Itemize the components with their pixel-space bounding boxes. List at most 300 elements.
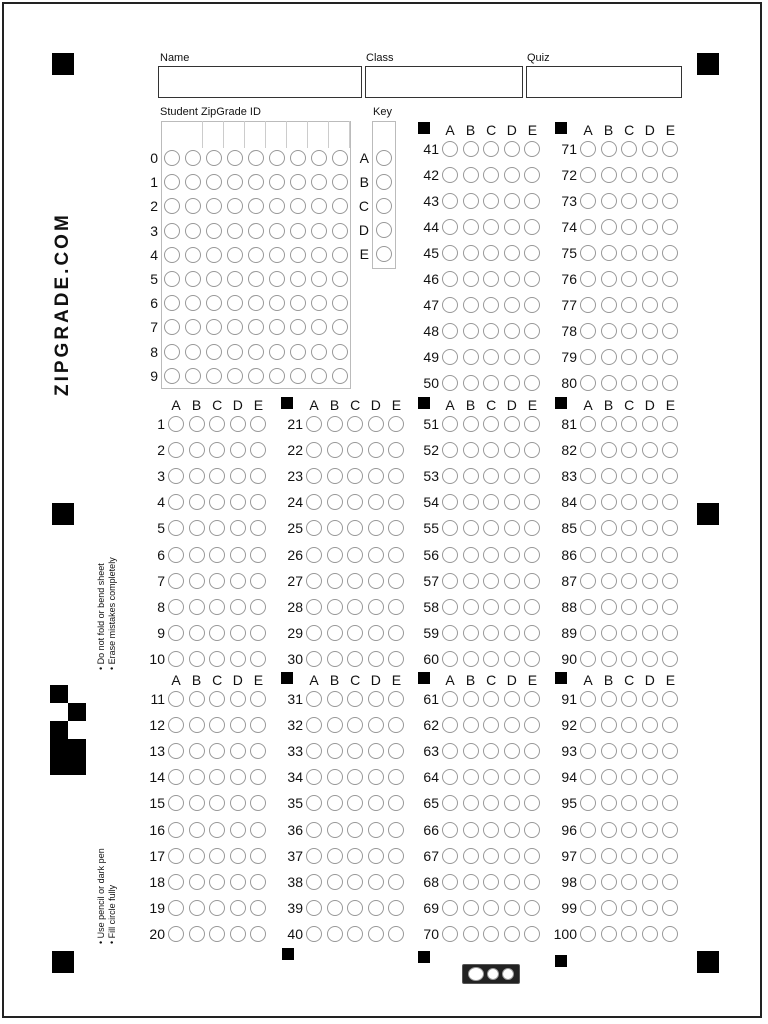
answer-bubble[interactable] bbox=[601, 167, 617, 183]
quiz-field[interactable] bbox=[526, 66, 682, 98]
answer-bubble[interactable] bbox=[347, 822, 363, 838]
answer-bubble[interactable] bbox=[442, 625, 458, 641]
answer-bubble[interactable] bbox=[504, 691, 520, 707]
answer-bubble[interactable] bbox=[483, 822, 499, 838]
answer-bubble[interactable] bbox=[347, 874, 363, 890]
answer-bubble[interactable] bbox=[463, 848, 479, 864]
answer-bubble[interactable] bbox=[662, 848, 678, 864]
id-bubble[interactable] bbox=[269, 247, 285, 263]
answer-bubble[interactable] bbox=[463, 193, 479, 209]
answer-bubble[interactable] bbox=[580, 416, 596, 432]
answer-bubble[interactable] bbox=[368, 494, 384, 510]
answer-bubble[interactable] bbox=[580, 547, 596, 563]
answer-bubble[interactable] bbox=[189, 926, 205, 942]
answer-bubble[interactable] bbox=[327, 795, 343, 811]
answer-bubble[interactable] bbox=[442, 900, 458, 916]
answer-bubble[interactable] bbox=[601, 900, 617, 916]
id-bubble[interactable] bbox=[332, 368, 348, 384]
answer-bubble[interactable] bbox=[368, 599, 384, 615]
answer-bubble[interactable] bbox=[327, 691, 343, 707]
answer-bubble[interactable] bbox=[306, 822, 322, 838]
answer-bubble[interactable] bbox=[327, 442, 343, 458]
answer-bubble[interactable] bbox=[504, 769, 520, 785]
answer-bubble[interactable] bbox=[463, 691, 479, 707]
answer-bubble[interactable] bbox=[463, 822, 479, 838]
answer-bubble[interactable] bbox=[621, 848, 637, 864]
answer-bubble[interactable] bbox=[189, 717, 205, 733]
answer-bubble[interactable] bbox=[442, 822, 458, 838]
answer-bubble[interactable] bbox=[580, 141, 596, 157]
answer-bubble[interactable] bbox=[642, 219, 658, 235]
answer-bubble[interactable] bbox=[504, 822, 520, 838]
answer-bubble[interactable] bbox=[189, 520, 205, 536]
answer-bubble[interactable] bbox=[250, 822, 266, 838]
answer-bubble[interactable] bbox=[442, 573, 458, 589]
answer-bubble[interactable] bbox=[524, 874, 540, 890]
answer-bubble[interactable] bbox=[189, 442, 205, 458]
answer-bubble[interactable] bbox=[189, 573, 205, 589]
id-bubble[interactable] bbox=[185, 223, 201, 239]
answer-bubble[interactable] bbox=[580, 349, 596, 365]
id-bubble[interactable] bbox=[311, 344, 327, 360]
id-bubble[interactable] bbox=[332, 344, 348, 360]
answer-bubble[interactable] bbox=[504, 651, 520, 667]
answer-bubble[interactable] bbox=[601, 743, 617, 759]
answer-bubble[interactable] bbox=[306, 874, 322, 890]
answer-bubble[interactable] bbox=[601, 416, 617, 432]
answer-bubble[interactable] bbox=[463, 743, 479, 759]
answer-bubble[interactable] bbox=[483, 848, 499, 864]
answer-bubble[interactable] bbox=[250, 599, 266, 615]
answer-bubble[interactable] bbox=[230, 442, 246, 458]
answer-bubble[interactable] bbox=[347, 900, 363, 916]
answer-bubble[interactable] bbox=[580, 926, 596, 942]
answer-bubble[interactable] bbox=[642, 416, 658, 432]
answer-bubble[interactable] bbox=[504, 926, 520, 942]
answer-bubble[interactable] bbox=[463, 323, 479, 339]
answer-bubble[interactable] bbox=[504, 323, 520, 339]
answer-bubble[interactable] bbox=[580, 271, 596, 287]
answer-bubble[interactable] bbox=[368, 874, 384, 890]
id-bubble[interactable] bbox=[227, 271, 243, 287]
answer-bubble[interactable] bbox=[504, 219, 520, 235]
answer-bubble[interactable] bbox=[230, 900, 246, 916]
class-field[interactable] bbox=[365, 66, 523, 98]
answer-bubble[interactable] bbox=[580, 874, 596, 890]
answer-bubble[interactable] bbox=[306, 691, 322, 707]
answer-bubble[interactable] bbox=[189, 416, 205, 432]
answer-bubble[interactable] bbox=[168, 442, 184, 458]
answer-bubble[interactable] bbox=[189, 468, 205, 484]
answer-bubble[interactable] bbox=[601, 323, 617, 339]
answer-bubble[interactable] bbox=[601, 691, 617, 707]
answer-bubble[interactable] bbox=[580, 193, 596, 209]
answer-bubble[interactable] bbox=[642, 874, 658, 890]
key-bubble[interactable] bbox=[376, 198, 392, 214]
answer-bubble[interactable] bbox=[580, 691, 596, 707]
id-bubble[interactable] bbox=[269, 223, 285, 239]
answer-bubble[interactable] bbox=[368, 416, 384, 432]
answer-bubble[interactable] bbox=[327, 874, 343, 890]
id-bubble[interactable] bbox=[290, 368, 306, 384]
id-bubble[interactable] bbox=[185, 271, 201, 287]
answer-bubble[interactable] bbox=[642, 375, 658, 391]
answer-bubble[interactable] bbox=[442, 141, 458, 157]
answer-bubble[interactable] bbox=[442, 599, 458, 615]
answer-bubble[interactable] bbox=[483, 625, 499, 641]
answer-bubble[interactable] bbox=[580, 717, 596, 733]
answer-bubble[interactable] bbox=[463, 874, 479, 890]
answer-bubble[interactable] bbox=[442, 691, 458, 707]
answer-bubble[interactable] bbox=[601, 219, 617, 235]
answer-bubble[interactable] bbox=[642, 193, 658, 209]
answer-bubble[interactable] bbox=[209, 651, 225, 667]
answer-bubble[interactable] bbox=[168, 900, 184, 916]
answer-bubble[interactable] bbox=[580, 297, 596, 313]
answer-bubble[interactable] bbox=[621, 599, 637, 615]
answer-bubble[interactable] bbox=[189, 743, 205, 759]
answer-bubble[interactable] bbox=[580, 625, 596, 641]
answer-bubble[interactable] bbox=[601, 520, 617, 536]
answer-bubble[interactable] bbox=[642, 297, 658, 313]
id-bubble[interactable] bbox=[290, 223, 306, 239]
answer-bubble[interactable] bbox=[601, 625, 617, 641]
answer-bubble[interactable] bbox=[504, 167, 520, 183]
answer-bubble[interactable] bbox=[368, 900, 384, 916]
answer-bubble[interactable] bbox=[347, 848, 363, 864]
answer-bubble[interactable] bbox=[504, 442, 520, 458]
id-bubble[interactable] bbox=[227, 223, 243, 239]
answer-bubble[interactable] bbox=[483, 599, 499, 615]
answer-bubble[interactable] bbox=[189, 795, 205, 811]
id-bubble[interactable] bbox=[248, 247, 264, 263]
answer-bubble[interactable] bbox=[209, 625, 225, 641]
id-bubble[interactable] bbox=[227, 368, 243, 384]
answer-bubble[interactable] bbox=[347, 573, 363, 589]
answer-bubble[interactable] bbox=[306, 573, 322, 589]
answer-bubble[interactable] bbox=[327, 926, 343, 942]
answer-bubble[interactable] bbox=[327, 769, 343, 785]
answer-bubble[interactable] bbox=[368, 926, 384, 942]
answer-bubble[interactable] bbox=[483, 547, 499, 563]
answer-bubble[interactable] bbox=[230, 874, 246, 890]
answer-bubble[interactable] bbox=[189, 691, 205, 707]
answer-bubble[interactable] bbox=[230, 494, 246, 510]
answer-bubble[interactable] bbox=[524, 573, 540, 589]
id-bubble[interactable] bbox=[185, 247, 201, 263]
answer-bubble[interactable] bbox=[642, 848, 658, 864]
answer-bubble[interactable] bbox=[524, 822, 540, 838]
answer-bubble[interactable] bbox=[250, 547, 266, 563]
key-bubble[interactable] bbox=[376, 174, 392, 190]
answer-bubble[interactable] bbox=[306, 848, 322, 864]
answer-bubble[interactable] bbox=[504, 245, 520, 261]
id-bubble[interactable] bbox=[248, 368, 264, 384]
answer-bubble[interactable] bbox=[327, 743, 343, 759]
answer-bubble[interactable] bbox=[347, 625, 363, 641]
answer-bubble[interactable] bbox=[327, 468, 343, 484]
id-bubble[interactable] bbox=[311, 150, 327, 166]
answer-bubble[interactable] bbox=[601, 141, 617, 157]
answer-bubble[interactable] bbox=[168, 848, 184, 864]
answer-bubble[interactable] bbox=[642, 349, 658, 365]
answer-bubble[interactable] bbox=[230, 651, 246, 667]
answer-bubble[interactable] bbox=[306, 717, 322, 733]
answer-bubble[interactable] bbox=[168, 691, 184, 707]
answer-bubble[interactable] bbox=[250, 874, 266, 890]
answer-bubble[interactable] bbox=[580, 167, 596, 183]
answer-bubble[interactable] bbox=[168, 625, 184, 641]
answer-bubble[interactable] bbox=[230, 416, 246, 432]
id-bubble[interactable] bbox=[164, 223, 180, 239]
answer-bubble[interactable] bbox=[580, 651, 596, 667]
answer-bubble[interactable] bbox=[601, 848, 617, 864]
answer-bubble[interactable] bbox=[463, 625, 479, 641]
answer-bubble[interactable] bbox=[189, 848, 205, 864]
answer-bubble[interactable] bbox=[442, 349, 458, 365]
id-bubble[interactable] bbox=[206, 150, 222, 166]
answer-bubble[interactable] bbox=[601, 573, 617, 589]
id-bubble[interactable] bbox=[185, 150, 201, 166]
answer-bubble[interactable] bbox=[463, 141, 479, 157]
answer-bubble[interactable] bbox=[347, 651, 363, 667]
answer-bubble[interactable] bbox=[504, 416, 520, 432]
answer-bubble[interactable] bbox=[504, 494, 520, 510]
answer-bubble[interactable] bbox=[327, 494, 343, 510]
id-bubble[interactable] bbox=[227, 150, 243, 166]
answer-bubble[interactable] bbox=[463, 375, 479, 391]
answer-bubble[interactable] bbox=[504, 743, 520, 759]
answer-bubble[interactable] bbox=[642, 599, 658, 615]
answer-bubble[interactable] bbox=[463, 416, 479, 432]
answer-bubble[interactable] bbox=[347, 547, 363, 563]
answer-bubble[interactable] bbox=[230, 926, 246, 942]
answer-bubble[interactable] bbox=[483, 926, 499, 942]
answer-bubble[interactable] bbox=[580, 900, 596, 916]
answer-bubble[interactable] bbox=[442, 874, 458, 890]
answer-bubble[interactable] bbox=[388, 848, 404, 864]
answer-bubble[interactable] bbox=[662, 874, 678, 890]
answer-bubble[interactable] bbox=[368, 547, 384, 563]
answer-bubble[interactable] bbox=[642, 323, 658, 339]
id-bubble[interactable] bbox=[227, 247, 243, 263]
answer-bubble[interactable] bbox=[327, 717, 343, 733]
answer-bubble[interactable] bbox=[642, 547, 658, 563]
id-bubble[interactable] bbox=[206, 247, 222, 263]
answer-bubble[interactable] bbox=[504, 900, 520, 916]
answer-bubble[interactable] bbox=[504, 848, 520, 864]
answer-bubble[interactable] bbox=[463, 468, 479, 484]
answer-bubble[interactable] bbox=[601, 547, 617, 563]
answer-bubble[interactable] bbox=[642, 167, 658, 183]
answer-bubble[interactable] bbox=[463, 349, 479, 365]
answer-bubble[interactable] bbox=[442, 245, 458, 261]
id-bubble[interactable] bbox=[332, 271, 348, 287]
answer-bubble[interactable] bbox=[306, 416, 322, 432]
answer-bubble[interactable] bbox=[209, 599, 225, 615]
answer-bubble[interactable] bbox=[483, 573, 499, 589]
answer-bubble[interactable] bbox=[168, 822, 184, 838]
answer-bubble[interactable] bbox=[463, 547, 479, 563]
answer-bubble[interactable] bbox=[580, 599, 596, 615]
answer-bubble[interactable] bbox=[621, 874, 637, 890]
answer-bubble[interactable] bbox=[463, 219, 479, 235]
answer-bubble[interactable] bbox=[368, 691, 384, 707]
answer-bubble[interactable] bbox=[642, 442, 658, 458]
answer-bubble[interactable] bbox=[209, 573, 225, 589]
answer-bubble[interactable] bbox=[601, 651, 617, 667]
answer-bubble[interactable] bbox=[621, 547, 637, 563]
answer-bubble[interactable] bbox=[463, 795, 479, 811]
answer-bubble[interactable] bbox=[580, 219, 596, 235]
answer-bubble[interactable] bbox=[306, 651, 322, 667]
answer-bubble[interactable] bbox=[368, 743, 384, 759]
answer-bubble[interactable] bbox=[442, 323, 458, 339]
answer-bubble[interactable] bbox=[463, 520, 479, 536]
answer-bubble[interactable] bbox=[504, 349, 520, 365]
answer-bubble[interactable] bbox=[230, 547, 246, 563]
answer-bubble[interactable] bbox=[230, 769, 246, 785]
answer-bubble[interactable] bbox=[189, 874, 205, 890]
answer-bubble[interactable] bbox=[504, 547, 520, 563]
answer-bubble[interactable] bbox=[504, 271, 520, 287]
answer-bubble[interactable] bbox=[327, 599, 343, 615]
answer-bubble[interactable] bbox=[306, 625, 322, 641]
answer-bubble[interactable] bbox=[209, 848, 225, 864]
id-bubble[interactable] bbox=[164, 271, 180, 287]
id-bubble[interactable] bbox=[227, 344, 243, 360]
answer-bubble[interactable] bbox=[662, 573, 678, 589]
answer-bubble[interactable] bbox=[209, 822, 225, 838]
id-bubble[interactable] bbox=[248, 223, 264, 239]
answer-bubble[interactable] bbox=[642, 468, 658, 484]
name-field[interactable] bbox=[158, 66, 362, 98]
key-bubble[interactable] bbox=[376, 150, 392, 166]
answer-bubble[interactable] bbox=[189, 769, 205, 785]
id-bubble[interactable] bbox=[269, 271, 285, 287]
answer-bubble[interactable] bbox=[580, 822, 596, 838]
answer-bubble[interactable] bbox=[442, 926, 458, 942]
id-bubble[interactable] bbox=[311, 223, 327, 239]
answer-bubble[interactable] bbox=[642, 494, 658, 510]
answer-bubble[interactable] bbox=[442, 375, 458, 391]
id-bubble[interactable] bbox=[248, 344, 264, 360]
answer-bubble[interactable] bbox=[230, 848, 246, 864]
answer-bubble[interactable] bbox=[642, 743, 658, 759]
answer-bubble[interactable] bbox=[483, 900, 499, 916]
answer-bubble[interactable] bbox=[209, 874, 225, 890]
answer-bubble[interactable] bbox=[580, 323, 596, 339]
answer-bubble[interactable] bbox=[601, 769, 617, 785]
answer-bubble[interactable] bbox=[642, 141, 658, 157]
answer-bubble[interactable] bbox=[347, 926, 363, 942]
answer-bubble[interactable] bbox=[463, 769, 479, 785]
id-bubble[interactable] bbox=[269, 150, 285, 166]
answer-bubble[interactable] bbox=[230, 822, 246, 838]
answer-bubble[interactable] bbox=[368, 848, 384, 864]
answer-bubble[interactable] bbox=[662, 822, 678, 838]
answer-bubble[interactable] bbox=[250, 848, 266, 864]
answer-bubble[interactable] bbox=[463, 573, 479, 589]
answer-bubble[interactable] bbox=[621, 573, 637, 589]
id-bubble[interactable] bbox=[290, 247, 306, 263]
answer-bubble[interactable] bbox=[168, 926, 184, 942]
answer-bubble[interactable] bbox=[601, 717, 617, 733]
answer-bubble[interactable] bbox=[662, 547, 678, 563]
answer-bubble[interactable] bbox=[504, 193, 520, 209]
answer-bubble[interactable] bbox=[504, 141, 520, 157]
answer-bubble[interactable] bbox=[504, 297, 520, 313]
answer-bubble[interactable] bbox=[463, 442, 479, 458]
id-bubble[interactable] bbox=[206, 344, 222, 360]
answer-bubble[interactable] bbox=[442, 416, 458, 432]
answer-bubble[interactable] bbox=[230, 717, 246, 733]
answer-bubble[interactable] bbox=[601, 822, 617, 838]
id-bubble[interactable] bbox=[311, 247, 327, 263]
answer-bubble[interactable] bbox=[368, 468, 384, 484]
answer-bubble[interactable] bbox=[601, 599, 617, 615]
answer-bubble[interactable] bbox=[388, 874, 404, 890]
answer-bubble[interactable] bbox=[642, 651, 658, 667]
answer-bubble[interactable] bbox=[368, 625, 384, 641]
answer-bubble[interactable] bbox=[601, 795, 617, 811]
answer-bubble[interactable] bbox=[388, 573, 404, 589]
answer-bubble[interactable] bbox=[463, 297, 479, 313]
answer-bubble[interactable] bbox=[580, 442, 596, 458]
id-bubble[interactable] bbox=[164, 247, 180, 263]
answer-bubble[interactable] bbox=[168, 651, 184, 667]
answer-bubble[interactable] bbox=[601, 349, 617, 365]
answer-bubble[interactable] bbox=[168, 573, 184, 589]
answer-bubble[interactable] bbox=[504, 468, 520, 484]
answer-bubble[interactable] bbox=[306, 900, 322, 916]
answer-bubble[interactable] bbox=[580, 375, 596, 391]
answer-bubble[interactable] bbox=[230, 599, 246, 615]
answer-bubble[interactable] bbox=[463, 599, 479, 615]
answer-bubble[interactable] bbox=[642, 271, 658, 287]
answer-bubble[interactable] bbox=[368, 717, 384, 733]
answer-bubble[interactable] bbox=[306, 547, 322, 563]
id-bubble[interactable] bbox=[206, 223, 222, 239]
answer-bubble[interactable] bbox=[189, 494, 205, 510]
answer-bubble[interactable] bbox=[168, 547, 184, 563]
key-bubble[interactable] bbox=[376, 222, 392, 238]
answer-bubble[interactable] bbox=[209, 926, 225, 942]
answer-bubble[interactable] bbox=[642, 717, 658, 733]
answer-bubble[interactable] bbox=[580, 848, 596, 864]
answer-bubble[interactable] bbox=[250, 573, 266, 589]
answer-bubble[interactable] bbox=[189, 547, 205, 563]
answer-bubble[interactable] bbox=[327, 547, 343, 563]
answer-bubble[interactable] bbox=[580, 573, 596, 589]
answer-bubble[interactable] bbox=[463, 651, 479, 667]
id-bubble[interactable] bbox=[269, 368, 285, 384]
answer-bubble[interactable] bbox=[642, 900, 658, 916]
answer-bubble[interactable] bbox=[189, 625, 205, 641]
answer-bubble[interactable] bbox=[327, 822, 343, 838]
answer-bubble[interactable] bbox=[642, 625, 658, 641]
answer-bubble[interactable] bbox=[388, 822, 404, 838]
answer-bubble[interactable] bbox=[230, 743, 246, 759]
answer-bubble[interactable] bbox=[368, 573, 384, 589]
answer-bubble[interactable] bbox=[306, 442, 322, 458]
answer-bubble[interactable] bbox=[483, 874, 499, 890]
answer-bubble[interactable] bbox=[662, 599, 678, 615]
answer-bubble[interactable] bbox=[504, 375, 520, 391]
answer-bubble[interactable] bbox=[327, 625, 343, 641]
answer-bubble[interactable] bbox=[642, 926, 658, 942]
id-bubble[interactable] bbox=[206, 271, 222, 287]
